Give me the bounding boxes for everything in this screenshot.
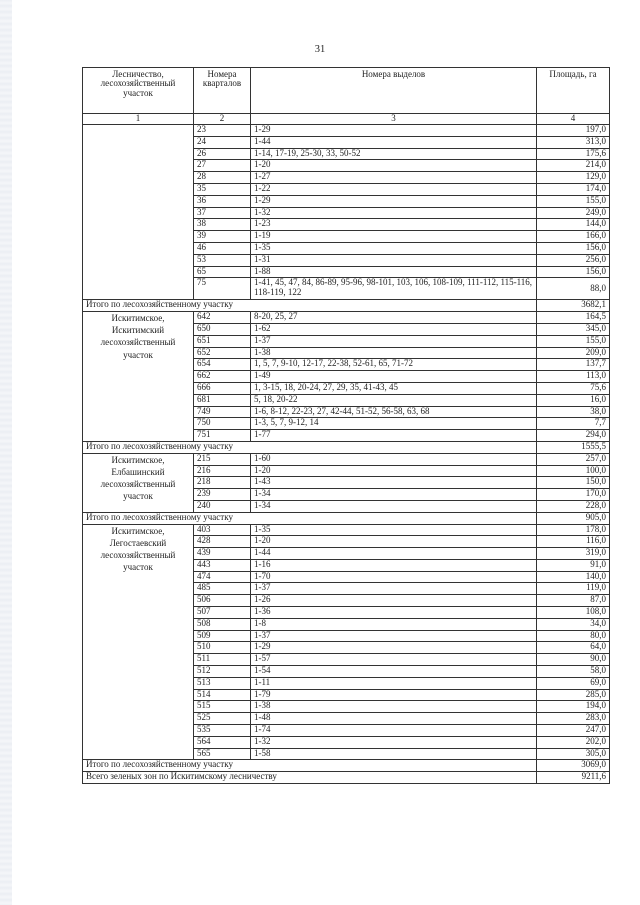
quarter-cell: 511	[194, 654, 251, 666]
quarter-cell: 428	[194, 536, 251, 548]
area-cell: 156,0	[537, 242, 610, 254]
quarter-cell: 46	[194, 242, 251, 254]
column-number: 4	[537, 114, 610, 125]
quarter-cell: 515	[194, 701, 251, 713]
area-cell: 88,0	[537, 278, 610, 300]
quarter-cell: 506	[194, 595, 251, 607]
table-row	[83, 453, 610, 465]
area-cell: 257,0	[537, 453, 610, 465]
quarter-cell: 750	[194, 418, 251, 430]
sections-cell: 1-27	[251, 172, 537, 184]
column-number: 1	[83, 114, 194, 125]
sections-cell: 1-62	[251, 323, 537, 335]
sections-cell: 1-22	[251, 183, 537, 195]
sections-cell: 1-44	[251, 136, 537, 148]
table-row	[83, 125, 610, 137]
sections-cell: 1-41, 45, 47, 84, 86-89, 95-96, 98-101, 103, 106, 108-109, 111-112, 115-116, 118-119, 122	[251, 278, 537, 300]
sections-cell: 1-70	[251, 571, 537, 583]
quarter-cell: 485	[194, 583, 251, 595]
header-sections: Номера выделов	[251, 68, 537, 114]
subtotal-value: 905,0	[537, 512, 610, 524]
table-row	[83, 312, 610, 324]
quarter-cell: 642	[194, 312, 251, 324]
quarter-cell: 26	[194, 148, 251, 160]
forestry-cell	[83, 125, 194, 300]
forestry-cell: Искитимское, Елбашинский лесохозяйственный участок	[83, 453, 194, 512]
area-cell: 283,0	[537, 713, 610, 725]
scan-edge	[0, 0, 12, 905]
subtotal-row	[83, 760, 610, 772]
sections-cell: 8-20, 25, 27	[251, 312, 537, 324]
table-header-row	[83, 68, 610, 114]
quarter-cell: 53	[194, 254, 251, 266]
sections-cell: 1-32	[251, 207, 537, 219]
sections-cell: 1-34	[251, 489, 537, 501]
sections-cell: 1-29	[251, 642, 537, 654]
sections-cell: 1-38	[251, 347, 537, 359]
subtotal-value: 1555,5	[537, 441, 610, 453]
area-cell: 319,0	[537, 548, 610, 560]
sections-cell: 1-37	[251, 335, 537, 347]
area-cell: 119,0	[537, 583, 610, 595]
area-cell: 144,0	[537, 219, 610, 231]
area-cell: 34,0	[537, 618, 610, 630]
quarter-cell: 681	[194, 394, 251, 406]
area-cell: 164,5	[537, 312, 610, 324]
area-cell: 166,0	[537, 231, 610, 243]
column-number: 3	[251, 114, 537, 125]
sections-cell: 1-29	[251, 195, 537, 207]
sections-cell: 1-58	[251, 748, 537, 760]
header-area: Площадь, га	[537, 68, 610, 114]
quarter-cell: 535	[194, 725, 251, 737]
table-row	[83, 524, 610, 536]
quarter-cell: 474	[194, 571, 251, 583]
area-cell: 156,0	[537, 266, 610, 278]
quarter-cell: 23	[194, 125, 251, 137]
area-cell: 90,0	[537, 654, 610, 666]
area-cell: 91,0	[537, 559, 610, 571]
table-body	[83, 125, 610, 784]
quarter-cell: 24	[194, 136, 251, 148]
subtotal-row	[83, 512, 610, 524]
page-number: 31	[314, 44, 326, 55]
quarter-cell: 239	[194, 489, 251, 501]
sections-cell: 1-26	[251, 595, 537, 607]
sections-cell: 1-77	[251, 430, 537, 442]
quarter-cell: 38	[194, 219, 251, 231]
area-cell: 75,6	[537, 382, 610, 394]
quarter-cell: 215	[194, 453, 251, 465]
area-cell: 305,0	[537, 748, 610, 760]
area-cell: 249,0	[537, 207, 610, 219]
quarter-cell: 751	[194, 430, 251, 442]
area-cell: 116,0	[537, 536, 610, 548]
sections-cell: 1, 5, 7, 9-10, 12-17, 22-38, 52-61, 65, 71-72	[251, 359, 537, 371]
header-forestry: Лесничество, лесохозяйственный участок	[83, 68, 194, 114]
sections-cell: 1-88	[251, 266, 537, 278]
area-cell: 155,0	[537, 335, 610, 347]
sections-cell: 1-20	[251, 160, 537, 172]
quarter-cell: 652	[194, 347, 251, 359]
subtotal-value: 3682,1	[537, 300, 610, 312]
quarter-cell: 27	[194, 160, 251, 172]
area-cell: 140,0	[537, 571, 610, 583]
quarter-cell: 35	[194, 183, 251, 195]
area-cell: 174,0	[537, 183, 610, 195]
sections-cell: 1-35	[251, 524, 537, 536]
area-cell: 80,0	[537, 630, 610, 642]
area-cell: 313,0	[537, 136, 610, 148]
sections-cell: 1-74	[251, 725, 537, 737]
sections-cell: 1-20	[251, 536, 537, 548]
quarter-cell: 749	[194, 406, 251, 418]
sections-cell: 5, 18, 20-22	[251, 394, 537, 406]
area-cell: 209,0	[537, 347, 610, 359]
sections-cell: 1-3, 5, 7, 9-12, 14	[251, 418, 537, 430]
sections-cell: 1-37	[251, 630, 537, 642]
area-cell: 150,0	[537, 477, 610, 489]
quarter-cell: 39	[194, 231, 251, 243]
sections-cell: 1-37	[251, 583, 537, 595]
sections-cell: 1-38	[251, 701, 537, 713]
sections-cell: 1-36	[251, 607, 537, 619]
area-cell: 100,0	[537, 465, 610, 477]
sections-cell: 1-20	[251, 465, 537, 477]
quarter-cell: 443	[194, 559, 251, 571]
column-number: 2	[194, 114, 251, 125]
sections-cell: 1-23	[251, 219, 537, 231]
area-cell: 178,0	[537, 524, 610, 536]
area-cell: 69,0	[537, 677, 610, 689]
quarter-cell: 525	[194, 713, 251, 725]
area-cell: 170,0	[537, 489, 610, 501]
sections-cell: 1-29	[251, 125, 537, 137]
forest-table	[82, 67, 610, 784]
subtotal-label: Итого по лесохозяйственному участку	[83, 300, 537, 312]
sections-cell: 1-57	[251, 654, 537, 666]
quarter-cell: 513	[194, 677, 251, 689]
quarter-cell: 439	[194, 548, 251, 560]
sections-cell: 1-19	[251, 231, 537, 243]
subtotal-row	[83, 300, 610, 312]
quarter-cell: 662	[194, 371, 251, 383]
sections-cell: 1, 3-15, 18, 20-24, 27, 29, 35, 41-43, 45	[251, 382, 537, 394]
sections-cell: 1-6, 8-12, 22-23, 27, 42-44, 51-52, 56-58, 63, 68	[251, 406, 537, 418]
quarter-cell: 651	[194, 335, 251, 347]
quarter-cell: 218	[194, 477, 251, 489]
sections-cell: 1-43	[251, 477, 537, 489]
area-cell: 194,0	[537, 701, 610, 713]
quarter-cell: 510	[194, 642, 251, 654]
quarter-cell: 37	[194, 207, 251, 219]
area-cell: 58,0	[537, 666, 610, 678]
area-cell: 256,0	[537, 254, 610, 266]
quarter-cell: 514	[194, 689, 251, 701]
column-number-row	[83, 114, 610, 125]
subtotal-row	[83, 441, 610, 453]
quarter-cell: 28	[194, 172, 251, 184]
subtotal-label: Итого по лесохозяйственному участку	[83, 512, 537, 524]
quarter-cell: 507	[194, 607, 251, 619]
sections-cell: 1-54	[251, 666, 537, 678]
grand-total-value: 9211,6	[537, 772, 610, 784]
area-cell: 345,0	[537, 323, 610, 335]
area-cell: 129,0	[537, 172, 610, 184]
sections-cell: 1-31	[251, 254, 537, 266]
subtotal-label: Итого по лесохозяйственному участку	[83, 760, 537, 772]
sections-cell: 1-34	[251, 500, 537, 512]
area-cell: 214,0	[537, 160, 610, 172]
area-cell: 108,0	[537, 607, 610, 619]
area-cell: 285,0	[537, 689, 610, 701]
quarter-cell: 565	[194, 748, 251, 760]
forestry-cell: Искитимское, Легостаевский лесохозяйственный участок	[83, 524, 194, 760]
quarter-cell: 654	[194, 359, 251, 371]
quarter-cell: 509	[194, 630, 251, 642]
area-cell: 202,0	[537, 736, 610, 748]
sections-cell: 1-14, 17-19, 25-30, 33, 50-52	[251, 148, 537, 160]
quarter-cell: 216	[194, 465, 251, 477]
quarter-cell: 666	[194, 382, 251, 394]
sections-cell: 1-79	[251, 689, 537, 701]
area-cell: 113,0	[537, 371, 610, 383]
area-cell: 64,0	[537, 642, 610, 654]
sections-cell: 1-49	[251, 371, 537, 383]
quarter-cell: 36	[194, 195, 251, 207]
area-cell: 7,7	[537, 418, 610, 430]
area-cell: 87,0	[537, 595, 610, 607]
grand-total-label: Всего зеленых зон по Искитимскому лесничеству	[83, 772, 537, 784]
quarter-cell: 240	[194, 500, 251, 512]
area-cell: 247,0	[537, 725, 610, 737]
header-quarters: Номера кварталов	[194, 68, 251, 114]
area-cell: 155,0	[537, 195, 610, 207]
quarter-cell: 403	[194, 524, 251, 536]
sections-cell: 1-16	[251, 559, 537, 571]
sections-cell: 1-8	[251, 618, 537, 630]
area-cell: 137,7	[537, 359, 610, 371]
sections-cell: 1-60	[251, 453, 537, 465]
sections-cell: 1-11	[251, 677, 537, 689]
area-cell: 197,0	[537, 125, 610, 137]
forestry-cell: Искитимское, Искитимский лесохозяйственный участок	[83, 312, 194, 442]
quarter-cell: 508	[194, 618, 251, 630]
area-cell: 228,0	[537, 500, 610, 512]
sections-cell: 1-44	[251, 548, 537, 560]
sections-cell: 1-35	[251, 242, 537, 254]
area-cell: 294,0	[537, 430, 610, 442]
quarter-cell: 564	[194, 736, 251, 748]
area-cell: 175,6	[537, 148, 610, 160]
grand-total-row	[83, 772, 610, 784]
area-cell: 16,0	[537, 394, 610, 406]
quarter-cell: 512	[194, 666, 251, 678]
subtotal-value: 3069,0	[537, 760, 610, 772]
sections-cell: 1-48	[251, 713, 537, 725]
quarter-cell: 65	[194, 266, 251, 278]
quarter-cell: 650	[194, 323, 251, 335]
sections-cell: 1-32	[251, 736, 537, 748]
subtotal-label: Итого по лесохозяйственному участку	[83, 441, 537, 453]
quarter-cell: 75	[194, 278, 251, 300]
area-cell: 38,0	[537, 406, 610, 418]
